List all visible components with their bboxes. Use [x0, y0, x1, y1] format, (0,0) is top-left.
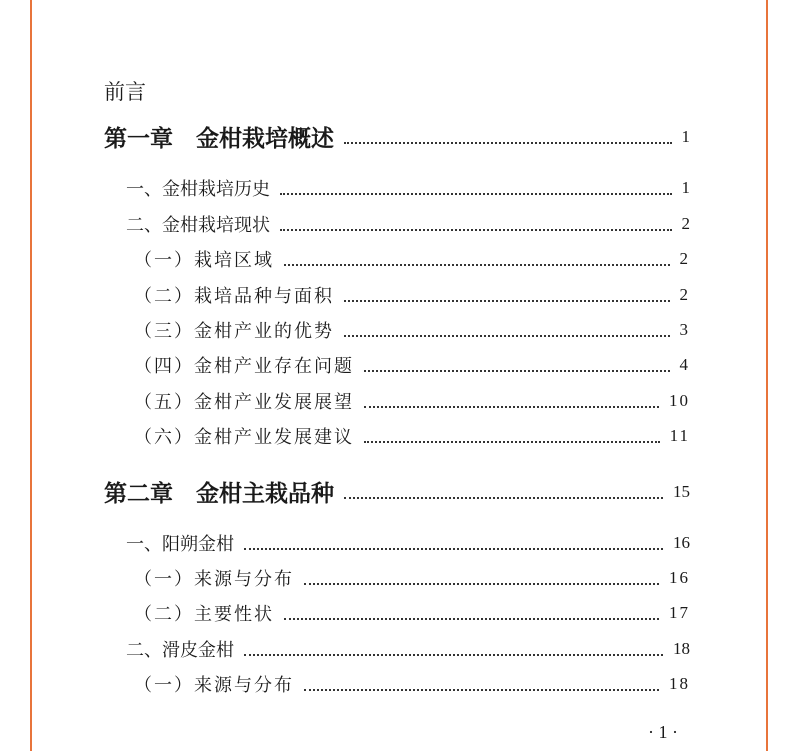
toc-label: （二）主要性状 — [134, 604, 274, 625]
toc-section-1-2[interactable] — [126, 211, 690, 237]
toc-sub-1-2-2[interactable] — [134, 282, 690, 308]
toc-page-number: 15 — [673, 481, 690, 501]
toc-section-2-2[interactable] — [126, 636, 690, 662]
dot-leader — [344, 335, 670, 337]
toc-page-number: 18 — [673, 639, 690, 658]
toc-page-number: 4 — [679, 355, 690, 374]
dot-leader — [284, 264, 670, 266]
dot-leader — [364, 406, 659, 408]
toc-page-number: 2 — [679, 285, 690, 304]
dot-leader — [280, 193, 672, 195]
toc-sub-1-2-6[interactable] — [134, 423, 690, 449]
toc-section-1-1[interactable] — [126, 175, 690, 201]
toc-label: （四）金柑产业存在问题 — [134, 356, 354, 377]
toc-label: 一、阳朔金柑 — [126, 534, 234, 555]
toc-sub-1-2-3[interactable] — [134, 317, 690, 343]
toc-label: （五）金柑产业发展展望 — [134, 392, 354, 413]
toc-chapter-2[interactable] — [104, 475, 690, 508]
toc-page-number: 1 — [681, 178, 690, 197]
toc-label: （三）金柑产业的优势 — [134, 321, 334, 342]
toc-label: （一）栽培区域 — [134, 250, 274, 271]
toc-label: 二、滑皮金柑 — [126, 640, 234, 661]
dot-leader — [364, 370, 670, 372]
toc-page-number: 11 — [669, 426, 690, 445]
toc-page-number: 17 — [669, 603, 690, 622]
toc-sub-1-2-1[interactable] — [134, 246, 690, 272]
toc-section-2-1[interactable] — [126, 530, 690, 556]
dot-leader — [344, 142, 672, 144]
toc-sub-2-1-2[interactable] — [134, 600, 690, 626]
foreword-entry[interactable]: 前言 — [104, 80, 146, 104]
dot-leader — [284, 618, 659, 620]
toc-chapter-1[interactable] — [104, 120, 690, 153]
toc-label: 第二章 金柑主栽品种 — [104, 480, 334, 507]
toc-sub-1-2-5[interactable] — [134, 388, 690, 414]
toc-page-number: 1 — [681, 126, 690, 146]
dot-leader — [344, 300, 670, 302]
toc-page-number: 2 — [679, 249, 690, 268]
toc-sub-2-1-1[interactable] — [134, 565, 690, 591]
dot-leader — [244, 548, 663, 550]
toc-label: （二）栽培品种与面积 — [134, 286, 334, 307]
toc-page-number: 3 — [679, 320, 690, 339]
toc-label: 第一章 金柑栽培概述 — [104, 125, 334, 152]
toc-page-number: 16 — [673, 533, 690, 552]
page-footer-number: · 1 · — [648, 722, 678, 742]
dot-leader — [280, 229, 672, 231]
toc-label: （一）来源与分布 — [134, 675, 294, 696]
toc-page-number: 16 — [669, 568, 690, 587]
dot-leader — [304, 583, 659, 585]
toc-label: 一、金柑栽培历史 — [126, 179, 270, 200]
toc-sub-1-2-4[interactable] — [134, 352, 690, 378]
toc-sub-2-2-1[interactable] — [134, 671, 690, 697]
toc-page-number: 10 — [669, 391, 690, 410]
toc-label: 二、金柑栽培现状 — [126, 215, 270, 236]
dot-leader — [244, 654, 663, 656]
toc-label: （一）来源与分布 — [134, 569, 294, 590]
toc-page-number: 18 — [669, 674, 690, 693]
dot-leader — [364, 441, 660, 443]
toc-page-number: 2 — [681, 214, 690, 233]
dot-leader — [344, 497, 663, 499]
toc-label: （六）金柑产业发展建议 — [134, 427, 354, 448]
dot-leader — [304, 689, 659, 691]
